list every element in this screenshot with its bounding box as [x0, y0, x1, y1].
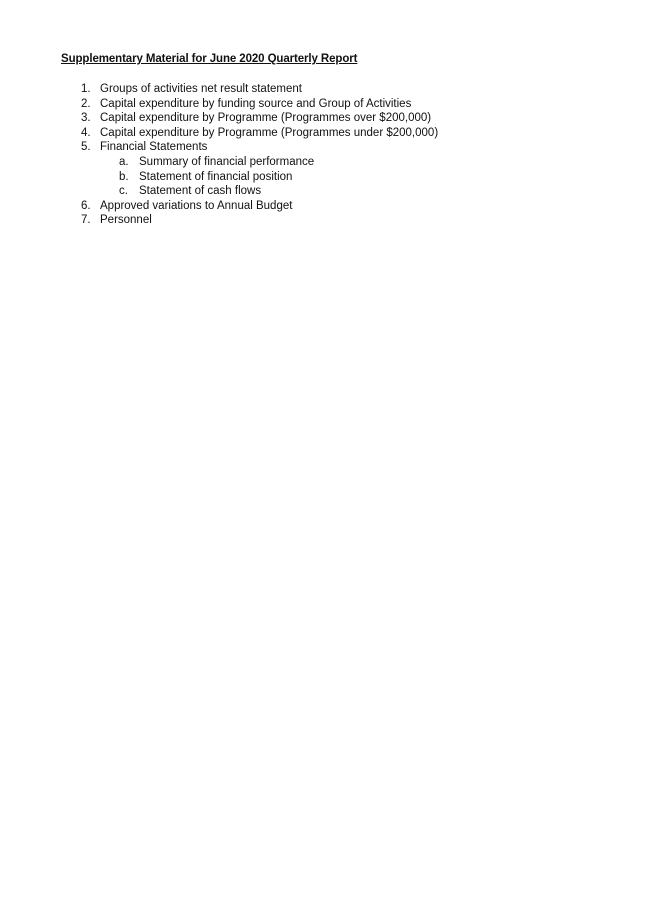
sub-list-item	[60, 184, 600, 199]
sub-list-item-letter: c.	[119, 185, 128, 198]
list-item	[60, 97, 600, 112]
list-item-number: 4.	[81, 126, 91, 139]
sub-list-item	[60, 155, 600, 170]
list-item	[60, 140, 600, 155]
list-item-text: Financial Statements	[100, 141, 208, 154]
list-item	[60, 126, 600, 141]
contents-list	[60, 82, 600, 228]
list-item	[60, 82, 600, 97]
sub-list-item-text: Summary of financial performance	[139, 155, 315, 168]
list-item-number: 2.	[81, 97, 91, 110]
sub-list-item	[60, 170, 600, 185]
list-item-number: 7.	[81, 214, 91, 227]
list-item-number: 6.	[81, 199, 91, 212]
sub-list-item-text: Statement of cash flows	[139, 185, 262, 198]
list-item-text: Groups of activities net result statement	[100, 83, 302, 95]
list-item-text: Approved variations to Annual Budget	[100, 199, 293, 212]
list-item-text: Capital expenditure by Programme (Programmes over $200,000)	[100, 112, 432, 125]
list-item-text: Personnel	[100, 214, 152, 227]
list-item-number: 1.	[81, 83, 91, 95]
list-item-number: 3.	[81, 112, 91, 125]
list-item	[60, 111, 600, 126]
sub-list-item-letter: a.	[119, 155, 129, 168]
list-item-number: 5.	[81, 141, 91, 154]
list-item	[60, 213, 600, 228]
sub-list-item-text: Statement of financial position	[139, 170, 293, 183]
document-title: Supplementary Material for June 2020 Quarterly Report	[61, 53, 358, 65]
list-item-text: Capital expenditure by Programme (Programmes under $200,000)	[100, 126, 439, 139]
list-item-text: Capital expenditure by funding source and Group of Activities	[100, 97, 412, 110]
list-item	[60, 199, 600, 214]
sub-list-item-letter: b.	[119, 170, 129, 183]
